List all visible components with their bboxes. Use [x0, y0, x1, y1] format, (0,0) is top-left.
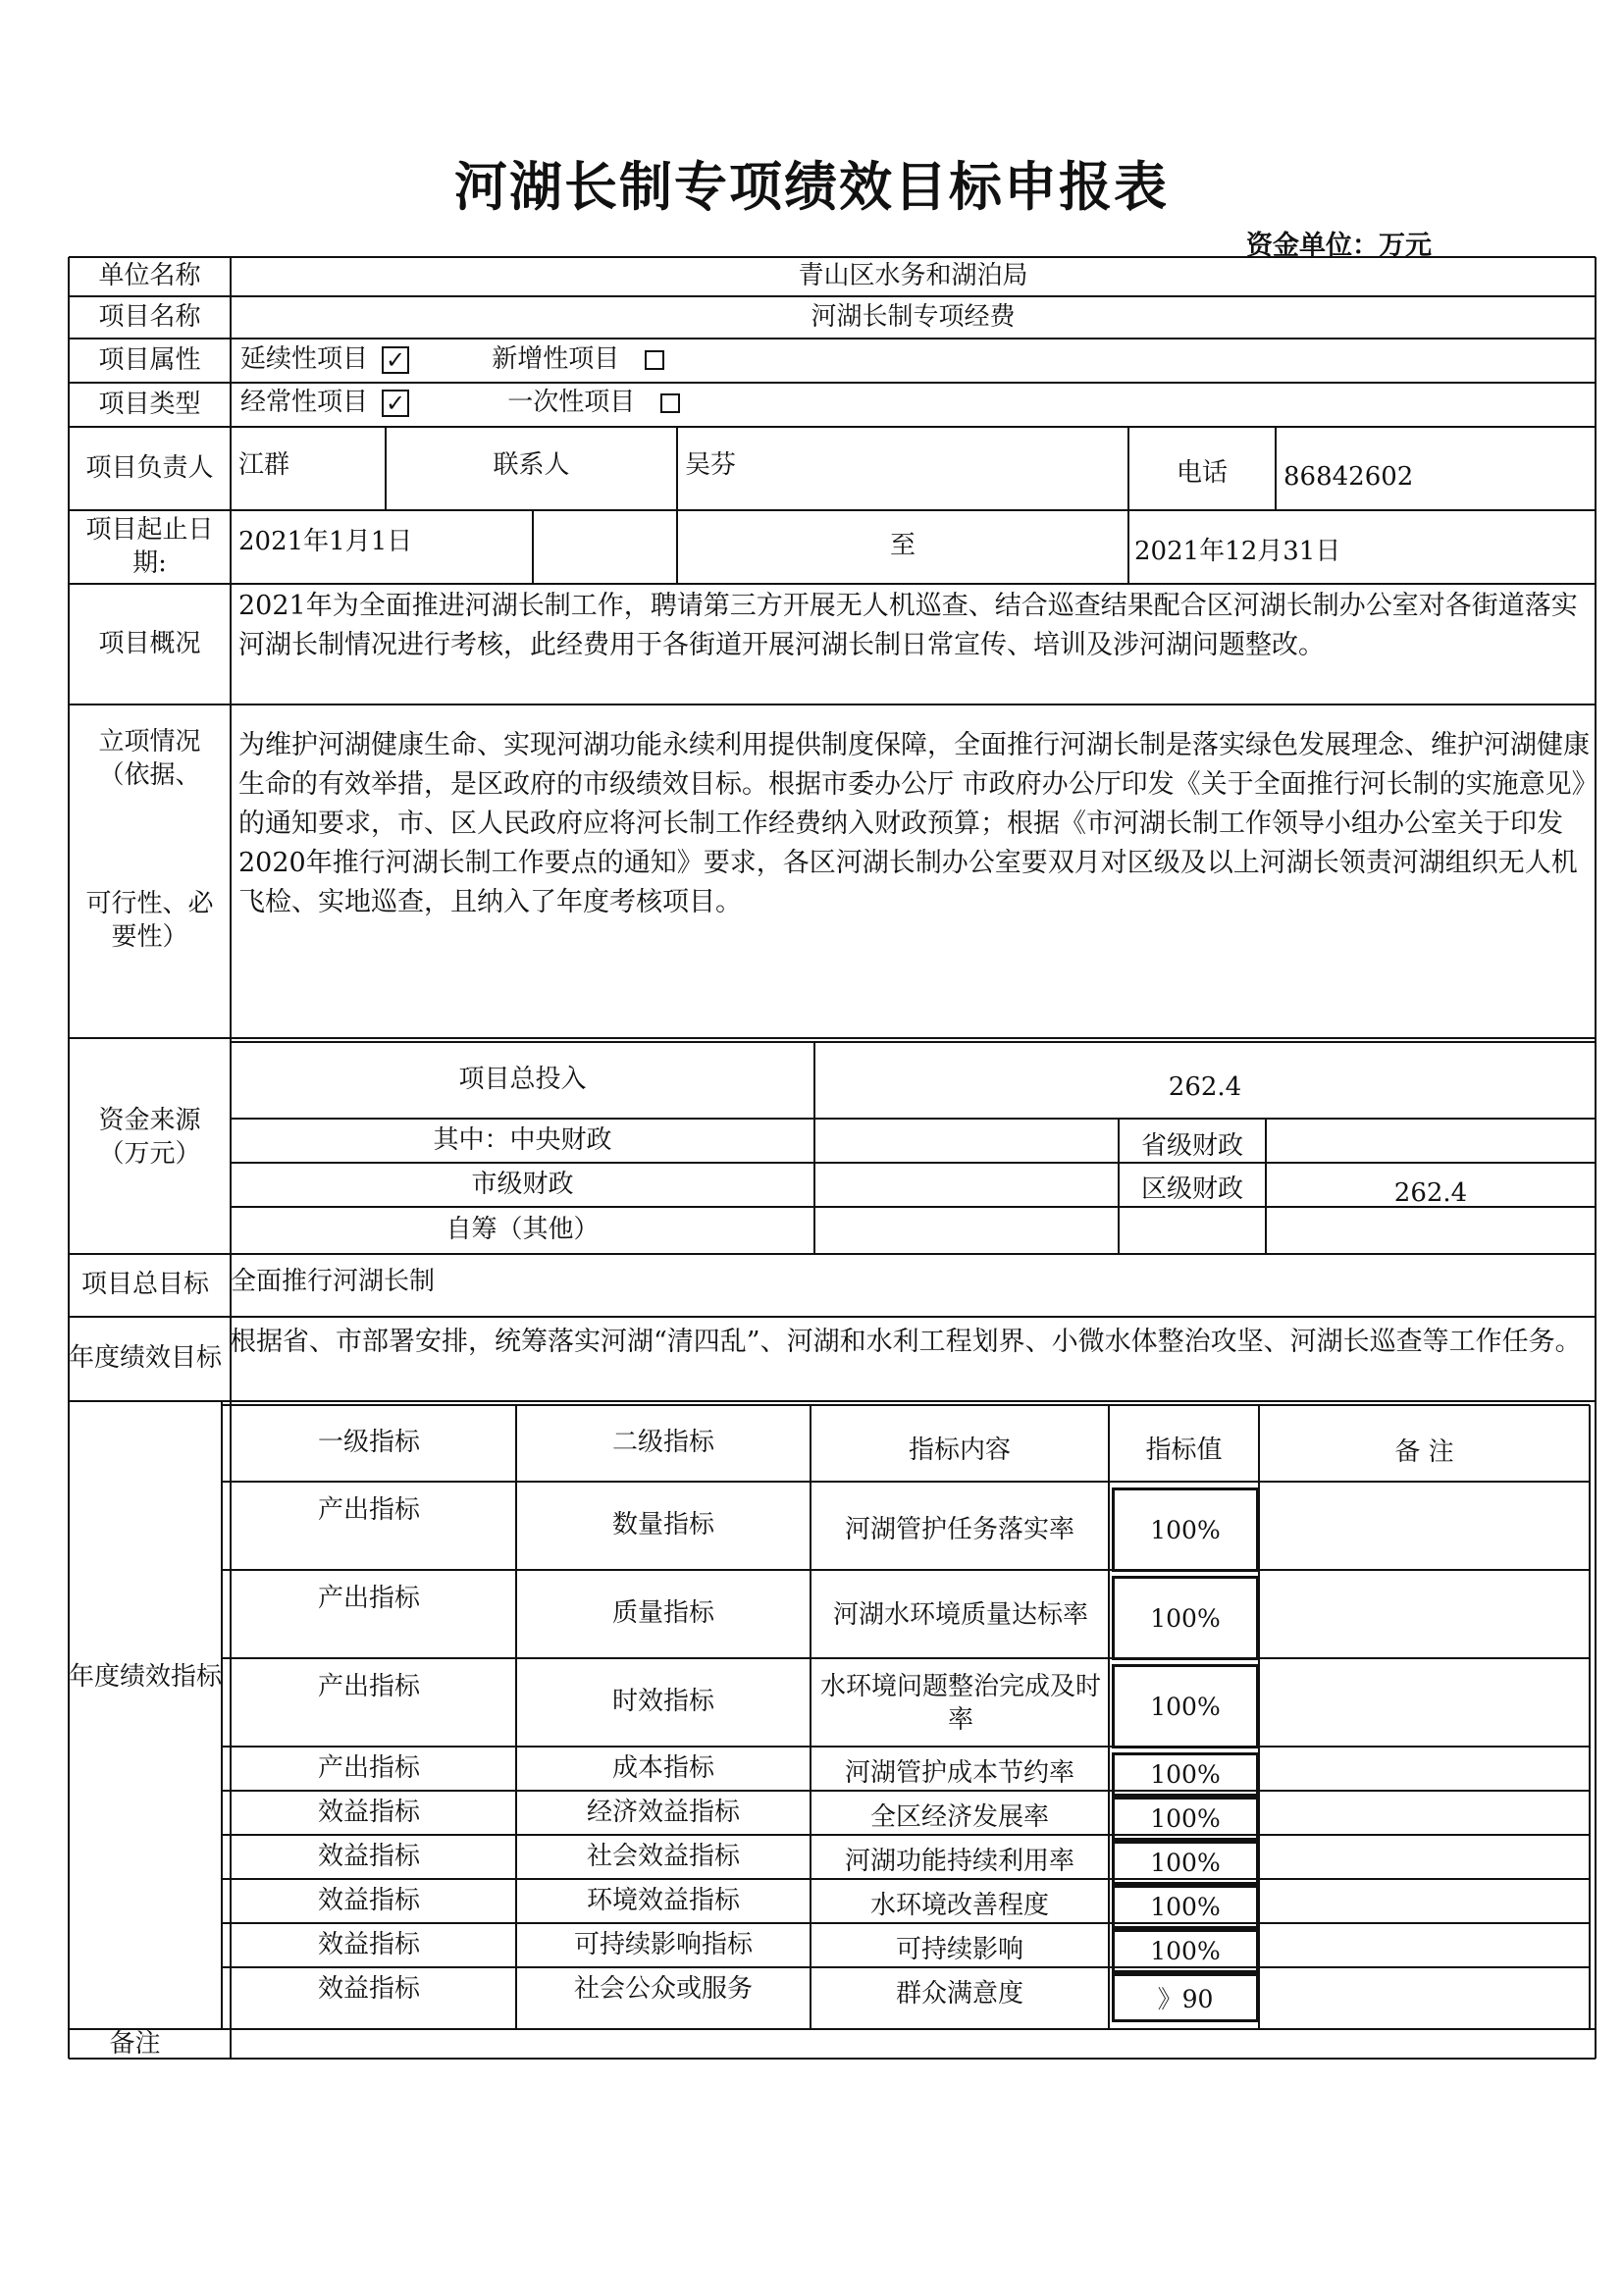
- funding-self-label: 自筹（其他）: [445, 1215, 600, 1245]
- indicator-content: 水环境改善程度: [869, 1890, 1049, 1920]
- total-goal-label: 项目总目标: [80, 1270, 209, 1300]
- indicator-header-value: 指标值: [1145, 1435, 1223, 1466]
- new-option-label: 新增性项目: [492, 344, 620, 374]
- project-type-label: 项目类型: [98, 389, 201, 419]
- indicator-content: 群众满意度: [895, 1978, 1023, 2009]
- currency-unit-label: 资金单位：万元: [1246, 231, 1432, 261]
- funding-total-label: 项目总投入: [458, 1065, 587, 1095]
- period-to-label: 至: [889, 531, 916, 560]
- indicator-value: 》90: [1112, 1973, 1259, 2022]
- indicator-level1: 效益指标: [317, 1973, 420, 2004]
- unit-name-value: 青山区水务和湖泊局: [798, 261, 1028, 291]
- funding-provincial-label: 省级财政: [1140, 1130, 1243, 1161]
- onetime-checkbox[interactable]: [660, 393, 680, 413]
- project-name-value: 河湖长制专项经费: [811, 301, 1016, 332]
- indicator-level1: 效益指标: [317, 1841, 420, 1871]
- document-title: 河湖长制专项绩效目标申报表: [454, 156, 1169, 218]
- annual-goal-value: 根据省、市部署安排，统筹落实河湖“清四乱”、河湖和水利工程划界、小微水体整治攻坚、河湖长巡查等工作任务。: [230, 1327, 1582, 1357]
- indicator-level1: 产出指标: [317, 1752, 420, 1783]
- indicator-level2: 社会效益指标: [586, 1841, 740, 1871]
- period-label: 项目起止日期:: [85, 514, 214, 578]
- indicator-content: 水环境问题整治完成及时率: [820, 1672, 1102, 1735]
- end-date-value: 2021年12月31日: [1134, 537, 1341, 566]
- funding-total-value: 262.4: [1168, 1072, 1242, 1103]
- onetime-option-label: 一次性项目: [507, 388, 636, 417]
- indicator-content: 可持续影响: [895, 1934, 1023, 1964]
- indicator-value: 100%: [1112, 1841, 1259, 1885]
- indicator-value: 100%: [1112, 1797, 1259, 1841]
- overview-label: 项目概况: [98, 628, 201, 658]
- funding-municipal-label: 市级财政: [471, 1169, 574, 1199]
- indicator-level2: 质量指标: [611, 1598, 714, 1629]
- project-name-label: 项目名称: [98, 301, 201, 332]
- indicator-level2: 成本指标: [611, 1752, 714, 1783]
- leader-label: 项目负责人: [85, 452, 214, 483]
- new-checkbox[interactable]: [645, 350, 664, 370]
- continuing-option-label: 延续性项目: [240, 344, 369, 374]
- funding-district-label: 区级财政: [1140, 1174, 1243, 1204]
- phone-label: 电话: [1176, 458, 1228, 488]
- indicator-header-remarks: 备 注: [1394, 1437, 1454, 1468]
- indicator-level1: 产出指标: [317, 1584, 420, 1614]
- indicator-value: 100%: [1112, 1929, 1259, 1973]
- indicator-level1: 产出指标: [317, 1672, 420, 1702]
- indicator-level2: 数量指标: [611, 1510, 714, 1540]
- project-attr-options: [240, 343, 1222, 383]
- indicator-value: 100%: [1112, 1885, 1259, 1929]
- regular-checkbox[interactable]: ✓: [382, 390, 409, 417]
- annual-indicators-label: 年度绩效指标: [69, 1662, 223, 1693]
- annual-goal-label: 年度绩效目标: [69, 1343, 223, 1374]
- indicator-content: 河湖水环境质量达标率: [832, 1600, 1088, 1631]
- project-attr-label: 项目属性: [98, 344, 201, 375]
- regular-option-label: 经常性项目: [240, 388, 369, 417]
- contact-value: 吴芬: [685, 450, 737, 480]
- remarks-label: 备注: [109, 2029, 161, 2060]
- contact-label: 联系人: [493, 450, 570, 480]
- leader-value: 江群: [238, 450, 290, 480]
- indicator-level1: 效益指标: [317, 1797, 420, 1827]
- start-date-value: 2021年1月1日: [238, 527, 413, 556]
- indicator-level2: 时效指标: [611, 1687, 714, 1717]
- indicator-content: 全区经济发展率: [869, 1801, 1049, 1832]
- indicator-level2: 经济效益指标: [586, 1797, 740, 1827]
- basis-text: 为维护河湖健康生命、实现河湖功能永续利用提供制度保障，全面推行河湖长制是落实绿色发展理念、维护河湖健康生命的有效举措，是区政府的市级绩效目标。根据市委办公厅 市政府办公厅印发《关于全面推行河长制的实施意见》的通知要求，市、区人民政府应将河长制工作经费纳入财政预算；根据《市河湖长制工作领导小组办公室关于印发2020年推行河湖长制工作要点的通知》要求，各区河湖长制办公室要双月对区级及以上河湖长领责河湖组织无人机飞检、实地巡查，且纳入了年度考核项目。: [238, 730, 1590, 917]
- indicator-content: 河湖管护成本节约率: [844, 1757, 1074, 1788]
- project-type-options: [240, 387, 1222, 426]
- indicator-level1: 效益指标: [317, 1929, 420, 1959]
- indicator-value: 100%: [1112, 1487, 1259, 1572]
- funding-district-value: 262.4: [1393, 1177, 1468, 1208]
- phone-value: 86842602: [1283, 462, 1414, 492]
- indicator-content: 河湖管护任务落实率: [844, 1515, 1074, 1545]
- indicator-header-level2: 二级指标: [611, 1428, 714, 1458]
- indicator-value: 100%: [1112, 1752, 1259, 1797]
- funding-label: 资金来源（万元）: [98, 1106, 201, 1169]
- indicator-level2: 社会公众或服务: [573, 1973, 753, 2004]
- indicator-header-level1: 一级指标: [317, 1428, 420, 1458]
- funding-central-label: 其中：中央财政: [433, 1124, 612, 1155]
- indicator-value: 100%: [1112, 1576, 1259, 1660]
- indicator-value: 100%: [1112, 1664, 1259, 1748]
- unit-name-label: 单位名称: [98, 261, 201, 291]
- indicator-level2: 环境效益指标: [586, 1885, 740, 1915]
- basis-label-top: 立项情况（依据、: [98, 727, 201, 790]
- indicator-level2: 可持续影响指标: [573, 1929, 753, 1959]
- total-goal-value: 全面推行河湖长制: [231, 1267, 436, 1296]
- continuing-checkbox[interactable]: ✓: [382, 346, 409, 374]
- indicator-level1: 效益指标: [317, 1885, 420, 1915]
- indicator-header-content: 指标内容: [908, 1435, 1011, 1466]
- indicator-content: 河湖功能持续利用率: [844, 1846, 1074, 1876]
- indicator-level1: 产出指标: [317, 1495, 420, 1526]
- overview-text: 2021年为全面推进河湖长制工作，聘请第三方开展无人机巡查、结合巡查结果配合区河湖长制办公室对各街道落实河湖长制情况进行考核，此经费用于各街道开展河湖长制日常宣传、培训及涉河湖问题整改。: [238, 591, 1578, 660]
- basis-label-bottom: 可行性、必要性）: [85, 889, 214, 952]
